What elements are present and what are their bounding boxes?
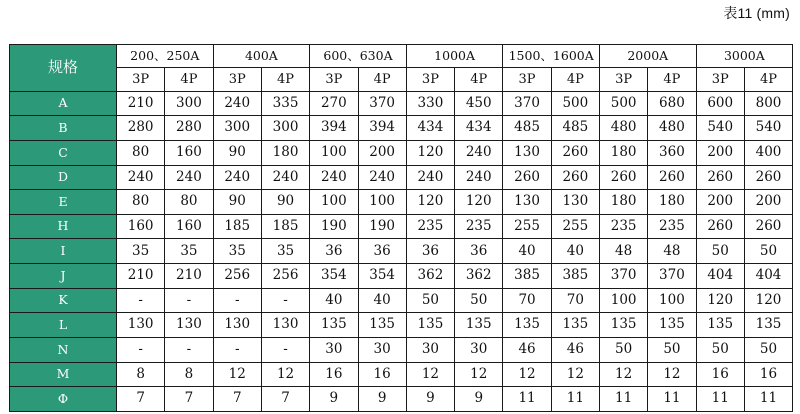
table-row <box>10 140 793 165</box>
value-cell: 130 <box>117 313 165 338</box>
header-pole-cell: 4P <box>165 67 213 91</box>
value-cell: 260 <box>599 165 647 190</box>
value-cell: 400 <box>744 140 792 165</box>
value-cell: 100 <box>310 140 358 165</box>
value-cell: 70 <box>551 288 599 313</box>
value-cell: 11 <box>599 387 647 412</box>
value-cell: - <box>213 337 261 362</box>
value-cell: 330 <box>406 91 454 116</box>
value-cell: 50 <box>599 337 647 362</box>
table-row <box>10 337 793 362</box>
table-row <box>10 313 793 338</box>
value-cell: 130 <box>213 313 261 338</box>
value-cell: 240 <box>358 165 406 190</box>
value-cell: 46 <box>503 337 551 362</box>
value-cell: - <box>261 337 309 362</box>
value-cell: 256 <box>261 264 309 289</box>
value-cell: 240 <box>117 165 165 190</box>
table-row <box>10 264 793 289</box>
value-cell: 80 <box>117 190 165 215</box>
value-cell: 260 <box>648 165 696 190</box>
value-cell: 12 <box>551 362 599 387</box>
value-cell: 9 <box>358 387 406 412</box>
value-cell: 36 <box>310 239 358 264</box>
spec-corner-label: 规格 <box>10 45 117 92</box>
value-cell: 370 <box>648 264 696 289</box>
value-cell: 240 <box>213 91 261 116</box>
value-cell: 354 <box>310 264 358 289</box>
value-cell: 240 <box>213 165 261 190</box>
value-cell: 11 <box>696 387 744 412</box>
row-label-cell: B <box>10 116 117 141</box>
value-cell: 370 <box>599 264 647 289</box>
value-cell: 260 <box>696 214 744 239</box>
value-cell: 185 <box>213 214 261 239</box>
table-row <box>10 362 793 387</box>
value-cell: 70 <box>503 288 551 313</box>
value-cell: 130 <box>551 190 599 215</box>
value-cell: 35 <box>213 239 261 264</box>
row-label-cell: M <box>10 362 117 387</box>
value-cell: 800 <box>744 91 792 116</box>
value-cell: 485 <box>551 116 599 141</box>
table-row <box>10 165 793 190</box>
header-pole-cell: 4P <box>261 67 309 91</box>
value-cell: 240 <box>310 165 358 190</box>
value-cell: 120 <box>696 288 744 313</box>
value-cell: 8 <box>117 362 165 387</box>
value-cell: - <box>165 337 213 362</box>
value-cell: 120 <box>455 190 503 215</box>
value-cell: 240 <box>406 165 454 190</box>
value-cell: 404 <box>744 264 792 289</box>
value-cell: 135 <box>648 313 696 338</box>
row-label-cell: K <box>10 288 117 313</box>
value-cell: 300 <box>165 91 213 116</box>
value-cell: 270 <box>310 91 358 116</box>
header-pole-cell: 4P <box>358 67 406 91</box>
value-cell: 434 <box>455 116 503 141</box>
value-cell: 135 <box>599 313 647 338</box>
row-label-cell: D <box>10 165 117 190</box>
value-cell: 16 <box>696 362 744 387</box>
value-cell: 16 <box>310 362 358 387</box>
value-cell: 200 <box>358 140 406 165</box>
row-label-cell: N <box>10 337 117 362</box>
value-cell: 50 <box>744 337 792 362</box>
value-cell: 30 <box>406 337 454 362</box>
value-cell: 185 <box>261 214 309 239</box>
value-cell: 370 <box>503 91 551 116</box>
value-cell: 11 <box>744 387 792 412</box>
value-cell: 12 <box>599 362 647 387</box>
value-cell: 16 <box>744 362 792 387</box>
value-cell: 36 <box>406 239 454 264</box>
spec-table-body <box>10 45 793 412</box>
value-cell: 90 <box>213 190 261 215</box>
value-cell: 30 <box>310 337 358 362</box>
row-label-cell: I <box>10 239 117 264</box>
value-cell: 360 <box>648 140 696 165</box>
value-cell: 235 <box>406 214 454 239</box>
value-cell: 362 <box>406 264 454 289</box>
header-pole-cell: 3P <box>599 67 647 91</box>
value-cell: 485 <box>503 116 551 141</box>
table-row <box>10 239 793 264</box>
value-cell: 500 <box>599 91 647 116</box>
value-cell: - <box>213 288 261 313</box>
value-cell: 540 <box>744 116 792 141</box>
value-cell: 9 <box>310 387 358 412</box>
value-cell: 50 <box>696 337 744 362</box>
value-cell: 135 <box>696 313 744 338</box>
value-cell: 280 <box>165 116 213 141</box>
header-pole-cell: 3P <box>503 67 551 91</box>
header-group-cell: 200、250A <box>117 45 214 68</box>
value-cell: 240 <box>455 140 503 165</box>
value-cell: 210 <box>117 91 165 116</box>
value-cell: 130 <box>165 313 213 338</box>
value-cell: 7 <box>261 387 309 412</box>
value-cell: 135 <box>358 313 406 338</box>
table-caption: 表11 (mm) <box>723 5 790 21</box>
value-cell: 100 <box>358 190 406 215</box>
value-cell: 180 <box>261 140 309 165</box>
value-cell: 50 <box>455 288 503 313</box>
value-cell: 210 <box>165 264 213 289</box>
value-cell: 210 <box>117 264 165 289</box>
value-cell: 90 <box>213 140 261 165</box>
value-cell: 48 <box>648 239 696 264</box>
header-group-cell: 400A <box>213 45 310 68</box>
value-cell: 160 <box>165 214 213 239</box>
value-cell: 135 <box>310 313 358 338</box>
value-cell: - <box>165 288 213 313</box>
value-cell: 35 <box>117 239 165 264</box>
row-label-cell: H <box>10 214 117 239</box>
value-cell: 100 <box>310 190 358 215</box>
value-cell: 300 <box>261 116 309 141</box>
header-pole-cell: 3P <box>213 67 261 91</box>
value-cell: 135 <box>406 313 454 338</box>
spec-table <box>9 44 793 412</box>
value-cell: 180 <box>648 190 696 215</box>
value-cell: 12 <box>261 362 309 387</box>
value-cell: 540 <box>696 116 744 141</box>
value-cell: 135 <box>503 313 551 338</box>
value-cell: 190 <box>358 214 406 239</box>
value-cell: 50 <box>648 337 696 362</box>
value-cell: 370 <box>358 91 406 116</box>
value-cell: 190 <box>310 214 358 239</box>
value-cell: 240 <box>165 165 213 190</box>
value-cell: 235 <box>599 214 647 239</box>
value-cell: 8 <box>165 362 213 387</box>
header-pole-cell: 3P <box>310 67 358 91</box>
row-label-cell: Φ <box>10 387 117 412</box>
value-cell: 280 <box>117 116 165 141</box>
value-cell: 11 <box>551 387 599 412</box>
header-group-cell: 600、630A <box>310 45 407 68</box>
value-cell: 35 <box>165 239 213 264</box>
table-row <box>10 116 793 141</box>
header-row-groups <box>10 45 793 68</box>
value-cell: - <box>117 337 165 362</box>
value-cell: 260 <box>696 165 744 190</box>
value-cell: 46 <box>551 337 599 362</box>
header-pole-cell: 4P <box>744 67 792 91</box>
header-pole-cell: 3P <box>406 67 454 91</box>
value-cell: 130 <box>261 313 309 338</box>
value-cell: 90 <box>261 190 309 215</box>
value-cell: 160 <box>165 140 213 165</box>
value-cell: - <box>117 288 165 313</box>
value-cell: - <box>261 288 309 313</box>
value-cell: 48 <box>599 239 647 264</box>
value-cell: 80 <box>117 140 165 165</box>
value-cell: 7 <box>213 387 261 412</box>
value-cell: 12 <box>406 362 454 387</box>
value-cell: 240 <box>455 165 503 190</box>
value-cell: 16 <box>358 362 406 387</box>
value-cell: 354 <box>358 264 406 289</box>
header-pole-cell: 4P <box>551 67 599 91</box>
row-label-cell: C <box>10 140 117 165</box>
value-cell: 80 <box>165 190 213 215</box>
value-cell: 260 <box>551 165 599 190</box>
value-cell: 7 <box>117 387 165 412</box>
value-cell: 50 <box>696 239 744 264</box>
value-cell: 450 <box>455 91 503 116</box>
value-cell: 40 <box>551 239 599 264</box>
value-cell: 335 <box>261 91 309 116</box>
value-cell: 385 <box>503 264 551 289</box>
value-cell: 7 <box>165 387 213 412</box>
value-cell: 135 <box>551 313 599 338</box>
value-cell: 434 <box>406 116 454 141</box>
value-cell: 100 <box>648 288 696 313</box>
value-cell: 255 <box>503 214 551 239</box>
table-row <box>10 387 793 412</box>
value-cell: 12 <box>503 362 551 387</box>
value-cell: 12 <box>455 362 503 387</box>
value-cell: 135 <box>455 313 503 338</box>
value-cell: 235 <box>648 214 696 239</box>
value-cell: 180 <box>599 140 647 165</box>
value-cell: 120 <box>744 288 792 313</box>
value-cell: 260 <box>503 165 551 190</box>
table-row <box>10 288 793 313</box>
value-cell: 500 <box>551 91 599 116</box>
value-cell: 385 <box>551 264 599 289</box>
table-row <box>10 190 793 215</box>
value-cell: 600 <box>696 91 744 116</box>
value-cell: 30 <box>358 337 406 362</box>
value-cell: 300 <box>213 116 261 141</box>
header-group-cell: 2000A <box>599 45 696 68</box>
value-cell: 235 <box>455 214 503 239</box>
header-pole-cell: 3P <box>696 67 744 91</box>
value-cell: 480 <box>599 116 647 141</box>
row-label-cell: E <box>10 190 117 215</box>
header-pole-cell: 3P <box>117 67 165 91</box>
header-pole-cell: 4P <box>648 67 696 91</box>
value-cell: 180 <box>599 190 647 215</box>
value-cell: 120 <box>406 190 454 215</box>
value-cell: 394 <box>358 116 406 141</box>
value-cell: 255 <box>551 214 599 239</box>
value-cell: 130 <box>503 140 551 165</box>
value-cell: 100 <box>599 288 647 313</box>
value-cell: 200 <box>696 190 744 215</box>
value-cell: 120 <box>406 140 454 165</box>
value-cell: 9 <box>455 387 503 412</box>
header-pole-cell: 4P <box>455 67 503 91</box>
table-row <box>10 214 793 239</box>
value-cell: 11 <box>648 387 696 412</box>
row-label-cell: A <box>10 91 117 116</box>
value-cell: 480 <box>648 116 696 141</box>
header-group-cell: 3000A <box>696 45 793 68</box>
header-group-cell: 1500、1600A <box>503 45 600 68</box>
value-cell: 12 <box>213 362 261 387</box>
value-cell: 36 <box>455 239 503 264</box>
header-group-cell: 1000A <box>406 45 503 68</box>
table-row <box>10 91 793 116</box>
value-cell: 260 <box>551 140 599 165</box>
value-cell: 36 <box>358 239 406 264</box>
value-cell: 200 <box>744 190 792 215</box>
value-cell: 200 <box>696 140 744 165</box>
value-cell: 240 <box>261 165 309 190</box>
value-cell: 130 <box>503 190 551 215</box>
value-cell: 160 <box>117 214 165 239</box>
value-cell: 135 <box>744 313 792 338</box>
value-cell: 11 <box>503 387 551 412</box>
value-cell: 9 <box>406 387 454 412</box>
value-cell: 256 <box>213 264 261 289</box>
value-cell: 404 <box>696 264 744 289</box>
value-cell: 680 <box>648 91 696 116</box>
value-cell: 35 <box>261 239 309 264</box>
header-row-poles <box>10 67 793 91</box>
row-label-cell: J <box>10 264 117 289</box>
value-cell: 362 <box>455 264 503 289</box>
value-cell: 12 <box>648 362 696 387</box>
value-cell: 30 <box>455 337 503 362</box>
value-cell: 50 <box>406 288 454 313</box>
value-cell: 394 <box>310 116 358 141</box>
value-cell: 40 <box>358 288 406 313</box>
value-cell: 40 <box>310 288 358 313</box>
value-cell: 260 <box>744 165 792 190</box>
value-cell: 260 <box>744 214 792 239</box>
value-cell: 50 <box>744 239 792 264</box>
value-cell: 40 <box>503 239 551 264</box>
row-label-cell: L <box>10 313 117 338</box>
